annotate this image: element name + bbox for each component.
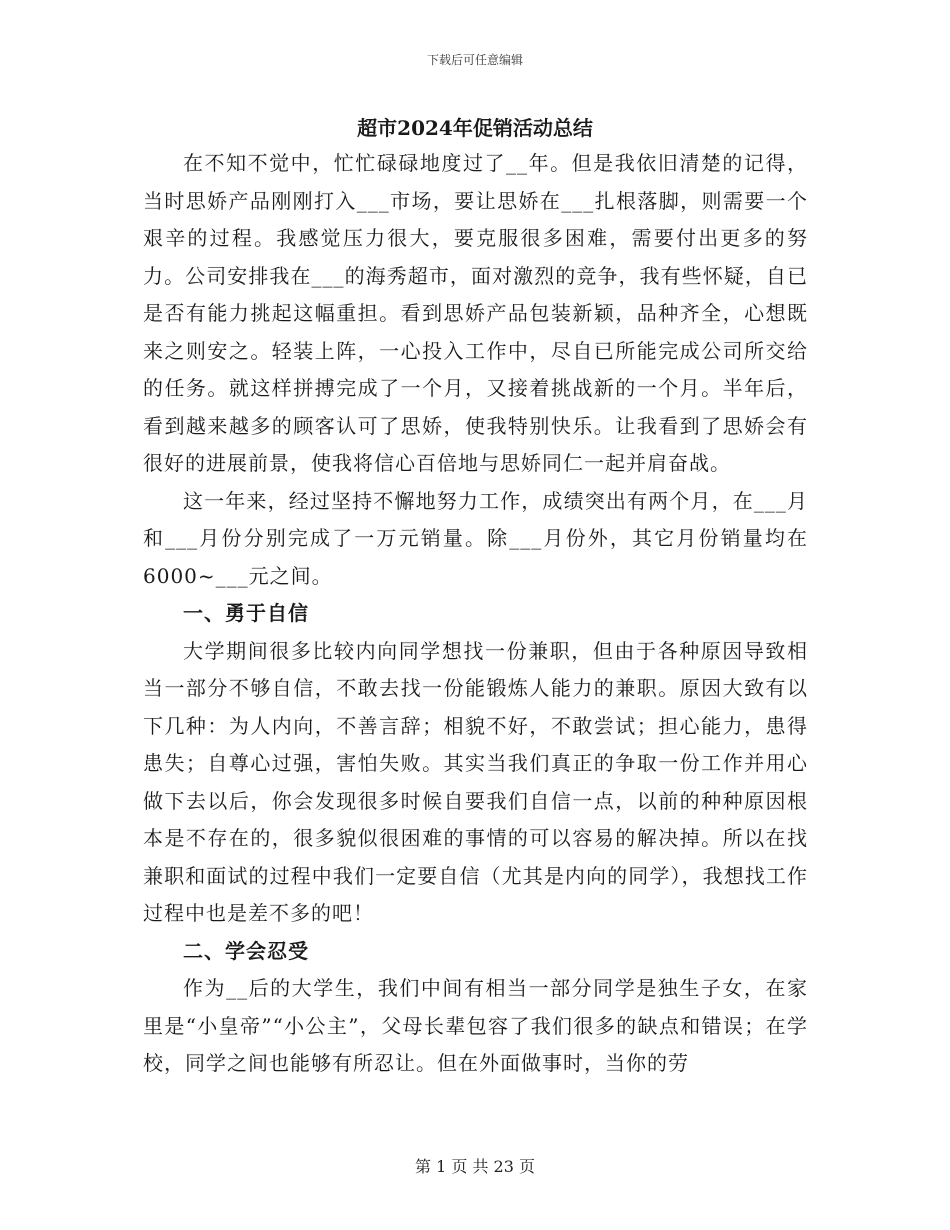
paragraph-endurance: 作为__后的大学生，我们中间有相当一部分同学是独生子女，在家里是“小皇帝”“小公主”，父母长辈包容了我们很多的缺点和错误；在学校，同学之间也能够有所忍让。但在外面做事时，当你的劳 bbox=[143, 976, 808, 1075]
document-body bbox=[143, 145, 808, 1083]
document-title: 超市2024年促销活动总结 bbox=[357, 116, 593, 140]
paragraph-confidence: 大学期间很多比较内向同学想找一份兼职，但由于各种原因导致相当一部分不够自信，不敢去找一份能锻炼人能力的兼职。原因大致有以下几种：为人内向，不善言辞；相貌不好，不敢尝试；担心能力，患得患失；自尊心过强，害怕失败。其实当我们真正的争取一份工作并用心做下去以后，你会发现很多时候自要我们自信一点，以前的种种原因根本是不存在的，很多貌似很困难的事情的可以容易的解决掉。所以在找兼职和面试的过程中我们一定要自信（尤其是内向的同学），我想找工作过程中也是差不多的吧！ bbox=[143, 638, 808, 925]
paragraph-sales-summary: 这一年来，经过坚持不懈地努力工作，成绩突出有两个月，在___月和___月份分别完成了一万元销量。除___月份外，其它月份销量均在6000~___元之间。 bbox=[143, 488, 808, 588]
page-header-note: 下载后可任意编辑 bbox=[426, 53, 523, 67]
section-heading-endurance: 二、学会忍受 bbox=[183, 938, 309, 963]
section-heading-confidence: 一、勇于自信 bbox=[183, 601, 309, 625]
page-number-footer: 第 1 页 共 23 页 bbox=[415, 1157, 535, 1176]
paragraph-intro: 在不知不觉中，忙忙碌碌地度过了__年。但是我依旧清楚的记得，当时思娇产品刚刚打入___市场，要让思娇在___扎根落脚，则需要一个艰辛的过程。我感觉压力很大，要克服很多困难，需要付出更多的努力。公司安排我在___的海秀超市，面对激烈的竞争，我有些怀疑，自已是否有能力挑起这幅重担。看到思娇产品包装新颖，品种齐全，心想既来之则安之。轻装上阵，一心投入工作中，尽自已所能完成公司所交给的任务。就这样拼搏完成了一个月，又接着挑战新的一个月。半年后，看到越来越多的顾客认可了思娇，使我特别快乐。让我看到了思娇会有很好的进展前景，使我将信心百倍地与思娇同仁一起并肩奋战。 bbox=[143, 151, 808, 475]
